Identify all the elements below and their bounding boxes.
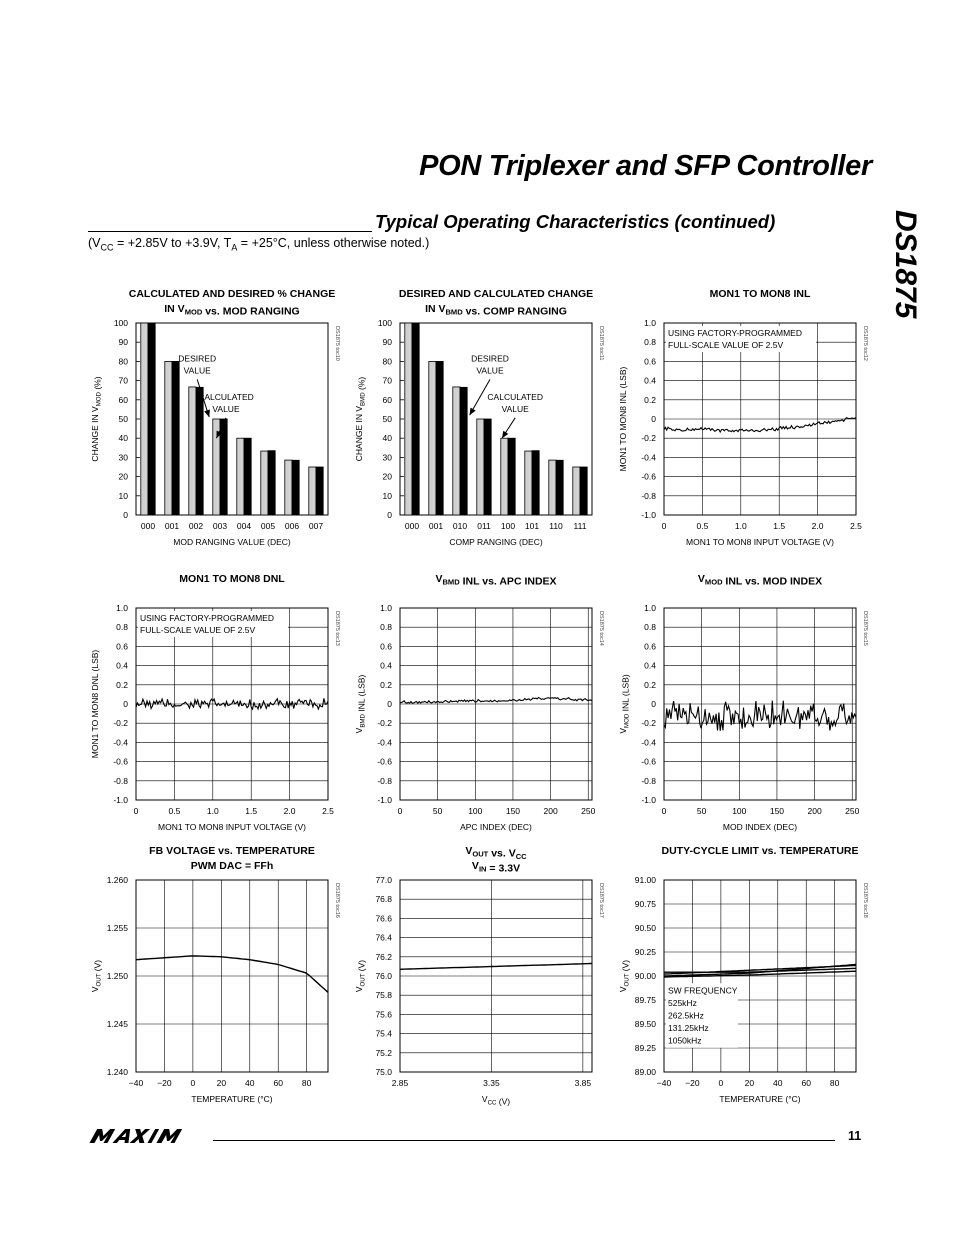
bar bbox=[148, 323, 155, 515]
x-axis-label: MOD RANGING VALUE (DEC) bbox=[173, 537, 291, 547]
y-tick-label: 0.4 bbox=[644, 660, 656, 671]
y-tick-label: 76.4 bbox=[375, 932, 392, 943]
y-tick-label: 60 bbox=[118, 394, 128, 405]
bar bbox=[285, 460, 292, 515]
annotation-label: VALUE bbox=[501, 403, 529, 414]
y-tick-label: 89.50 bbox=[634, 1019, 656, 1029]
x-tick-label: 005 bbox=[260, 521, 276, 531]
bar bbox=[292, 460, 299, 515]
note-text: USING FACTORY-PROGRAMMED bbox=[140, 613, 274, 623]
y-axis-label: CHANGE IN $V_{MOD}$ (%) bbox=[90, 376, 103, 462]
x-tick-label: 001 bbox=[164, 521, 180, 531]
y-tick-label: 40 bbox=[118, 433, 128, 444]
y-tick-label: 50 bbox=[382, 414, 392, 424]
bar bbox=[508, 438, 515, 515]
maxim-logo bbox=[88, 1126, 200, 1146]
annotation-label: DESIRED bbox=[471, 353, 509, 364]
x-tick-label: −40 bbox=[656, 1078, 672, 1088]
bar bbox=[477, 419, 484, 515]
arrow-head bbox=[502, 431, 508, 439]
chart-title: DESIRED AND CALCULATED CHANGE bbox=[398, 288, 594, 300]
x-tick-label: −40 bbox=[128, 1078, 144, 1088]
x-tick-label: 3.35 bbox=[483, 1078, 500, 1088]
x-tick-label: 110 bbox=[549, 521, 563, 531]
y-tick-label: 77.0 bbox=[375, 875, 392, 885]
y-tick-label: 75.0 bbox=[375, 1067, 392, 1077]
x-tick-label: 250 bbox=[581, 806, 596, 816]
note-text: 525kHz bbox=[668, 997, 697, 1008]
note-text: 262.5kHz bbox=[668, 1010, 704, 1021]
y-tick-label: 0.8 bbox=[644, 622, 656, 633]
y-tick-label: 0.6 bbox=[644, 356, 656, 367]
y-tick-label: 90 bbox=[382, 337, 392, 348]
bar bbox=[405, 323, 412, 515]
x-tick-label: 100 bbox=[468, 806, 483, 816]
chart-title: $V_{OUT}$ vs. $V_{CC}$ bbox=[465, 845, 527, 861]
y-tick-label: 76.8 bbox=[375, 894, 392, 905]
y-tick-label: 0.8 bbox=[116, 622, 128, 633]
page-number: 11 bbox=[848, 1129, 862, 1143]
y-axis-label: MON1 TO MON8 DNL (LSB) bbox=[90, 649, 100, 759]
x-tick-label: 50 bbox=[432, 806, 443, 816]
y-tick-label: 70 bbox=[382, 375, 392, 386]
annotation-label: CALCULATED bbox=[198, 391, 254, 402]
y-tick-label: 1.245 bbox=[106, 1019, 128, 1029]
y-tick-label: 1.0 bbox=[644, 318, 656, 328]
y-tick-label: -0.6 bbox=[113, 756, 128, 767]
chart-title: $V_{BMD}$ INL vs. APC INDEX bbox=[435, 573, 557, 588]
y-tick-label: 20 bbox=[118, 471, 128, 482]
y-tick-label: 100 bbox=[377, 318, 392, 328]
y-tick-label: 0.8 bbox=[644, 337, 656, 348]
chart-mon-dnl bbox=[84, 568, 342, 832]
y-tick-label: -0.8 bbox=[641, 490, 656, 501]
x-axis-label: COMP RANGING (DEC) bbox=[449, 537, 543, 547]
arrow-head bbox=[470, 408, 476, 416]
y-tick-label: 90.00 bbox=[634, 971, 656, 981]
bar bbox=[429, 361, 436, 515]
chart-title: FB VOLTAGE vs. TEMPERATURE bbox=[149, 845, 315, 857]
y-tick-label: 89.75 bbox=[634, 995, 656, 1005]
chart-title: IN $V_{MOD}$ vs. MOD RANGING bbox=[164, 303, 300, 318]
arrow-head bbox=[204, 409, 210, 417]
x-axis-label: APC INDEX (DEC) bbox=[460, 822, 532, 832]
x-tick-label: 150 bbox=[505, 806, 521, 816]
x-tick-label: 1.5 bbox=[245, 806, 258, 816]
chart-mon-inl bbox=[612, 283, 870, 555]
y-tick-label: -0.8 bbox=[377, 775, 392, 786]
x-tick-label: 1.0 bbox=[206, 806, 219, 816]
y-tick-label: 80 bbox=[118, 356, 128, 367]
bar bbox=[501, 438, 508, 515]
figure-code: DS1875 toc16 bbox=[334, 883, 340, 918]
chart-title: CALCULATED AND DESIRED % CHANGE bbox=[128, 288, 336, 300]
figure-code: DS1875 toc14 bbox=[598, 611, 604, 646]
part-number: DS1875 bbox=[889, 210, 922, 319]
x-tick-label: 111 bbox=[573, 521, 587, 531]
y-tick-label: 80 bbox=[382, 356, 392, 367]
x-tick-label: 2.0 bbox=[811, 521, 824, 531]
y-tick-label: -0.2 bbox=[641, 718, 656, 729]
x-tick-label: 100 bbox=[500, 521, 516, 531]
y-tick-label: 40 bbox=[382, 433, 392, 444]
x-tick-label: 3.85 bbox=[574, 1078, 592, 1088]
x-tick-label: 004 bbox=[236, 521, 252, 531]
y-tick-label: 100 bbox=[113, 318, 128, 328]
y-tick-label: 0.2 bbox=[116, 679, 128, 690]
bar bbox=[460, 387, 467, 515]
annotation-label: VALUE bbox=[476, 365, 504, 376]
x-tick-label: 2.85 bbox=[391, 1078, 409, 1088]
y-axis-label: $V_{OUT}$ (V) bbox=[90, 959, 103, 993]
chart-title: MON1 TO MON8 DNL bbox=[179, 573, 285, 585]
y-tick-label: 1.0 bbox=[116, 603, 128, 613]
y-tick-label: 90.50 bbox=[634, 923, 656, 933]
y-tick-label: -0.2 bbox=[377, 718, 392, 729]
x-tick-label: 001 bbox=[428, 521, 444, 531]
bar bbox=[165, 361, 172, 515]
chart-vbmd-inl bbox=[348, 568, 606, 832]
chart-vmod-change bbox=[84, 283, 342, 555]
x-tick-label: 0 bbox=[397, 806, 403, 816]
y-tick-label: -1.0 bbox=[377, 795, 392, 805]
bar bbox=[196, 387, 203, 515]
chart-title: PWM DAC = FFh bbox=[190, 860, 274, 872]
y-tick-label: -0.4 bbox=[113, 737, 128, 748]
y-tick-label: 0.6 bbox=[116, 641, 128, 652]
x-tick-label: 60 bbox=[801, 1078, 811, 1088]
y-tick-label: 50 bbox=[118, 414, 128, 424]
footer-rule bbox=[213, 1140, 835, 1141]
y-axis-label: $V_{OUT}$ (V) bbox=[618, 959, 631, 993]
part-number-tab bbox=[860, 210, 940, 340]
x-tick-label: 0 bbox=[661, 806, 667, 816]
y-tick-label: -1.0 bbox=[641, 795, 656, 805]
y-tick-label: -0.8 bbox=[641, 775, 656, 786]
y-tick-label: 0 bbox=[387, 510, 392, 520]
y-tick-label: 75.2 bbox=[375, 1047, 392, 1058]
x-axis-label: MON1 TO MON8 INPUT VOLTAGE (V) bbox=[686, 537, 834, 547]
note-text: 1050kHz bbox=[668, 1035, 702, 1046]
note-text: FULL-SCALE VALUE OF 2.5V bbox=[140, 625, 256, 635]
bar bbox=[244, 438, 251, 515]
y-tick-label: 0.4 bbox=[380, 660, 392, 671]
y-tick-label: 0.2 bbox=[380, 679, 392, 690]
section-rule bbox=[88, 231, 372, 232]
annotation-label: VALUE bbox=[183, 365, 211, 376]
y-tick-label: -0.2 bbox=[113, 718, 128, 729]
y-tick-label: -0.6 bbox=[641, 756, 656, 767]
bar bbox=[309, 467, 316, 515]
bar bbox=[237, 438, 244, 515]
y-tick-label: 1.0 bbox=[644, 603, 656, 613]
y-tick-label: 76.6 bbox=[375, 913, 392, 924]
x-tick-label: 002 bbox=[188, 521, 204, 531]
bar bbox=[172, 361, 179, 515]
x-tick-label: 003 bbox=[212, 521, 228, 531]
series-line bbox=[136, 956, 328, 992]
y-tick-label: 30 bbox=[382, 452, 392, 463]
section-title: Typical Operating Characteristics (continued) bbox=[375, 211, 776, 232]
y-tick-label: 60 bbox=[382, 394, 392, 405]
bar bbox=[412, 323, 419, 515]
y-tick-label: 0 bbox=[651, 699, 656, 709]
bar bbox=[532, 451, 539, 515]
annotation-label: DESIRED bbox=[178, 353, 217, 364]
x-tick-label: 0 bbox=[133, 806, 139, 816]
x-tick-label: 1.5 bbox=[773, 521, 786, 531]
y-tick-label: 0 bbox=[387, 699, 392, 709]
y-tick-label: -0.4 bbox=[641, 452, 656, 463]
y-tick-label: -0.2 bbox=[641, 433, 656, 444]
y-tick-label: -1.0 bbox=[113, 795, 128, 805]
x-tick-label: 200 bbox=[543, 806, 558, 816]
y-tick-label: 1.255 bbox=[106, 923, 128, 933]
y-tick-label: 20 bbox=[382, 471, 392, 482]
y-tick-label: 1.250 bbox=[106, 971, 128, 981]
x-tick-label: 000 bbox=[140, 521, 156, 531]
x-tick-label: 2.0 bbox=[283, 806, 296, 816]
annotation-label: VALUE bbox=[212, 403, 240, 414]
y-tick-label: -0.4 bbox=[641, 737, 656, 748]
x-tick-label: 011 bbox=[477, 521, 491, 531]
note-text: USING FACTORY-PROGRAMMED bbox=[668, 328, 802, 338]
x-tick-label: 80 bbox=[301, 1078, 312, 1088]
bar bbox=[549, 460, 556, 515]
page-title: PON Triplexer and SFP Controller bbox=[419, 150, 872, 182]
y-tick-label: -0.8 bbox=[113, 775, 128, 786]
x-tick-label: 0.5 bbox=[168, 806, 181, 816]
y-tick-label: 0.2 bbox=[644, 679, 656, 690]
figure-code: DS1875 toc10 bbox=[334, 326, 340, 361]
x-axis-label: MON1 TO MON8 INPUT VOLTAGE (V) bbox=[158, 822, 306, 832]
y-tick-label: 90 bbox=[118, 337, 128, 348]
x-tick-label: 2.5 bbox=[850, 521, 862, 531]
x-tick-label: 000 bbox=[404, 521, 420, 531]
y-tick-label: -0.6 bbox=[377, 756, 392, 767]
y-tick-label: 0 bbox=[651, 414, 656, 424]
series-line bbox=[400, 698, 592, 704]
y-tick-label: 1.240 bbox=[106, 1067, 128, 1077]
y-axis-label: $V_{BMD}$ INL (LSB) bbox=[354, 674, 367, 734]
bar bbox=[268, 451, 275, 515]
bar bbox=[525, 451, 532, 515]
x-tick-label: 40 bbox=[773, 1078, 783, 1088]
y-tick-label: 1.260 bbox=[106, 875, 128, 885]
y-tick-label: 75.6 bbox=[375, 1009, 392, 1020]
annotation-label: CALCULATED bbox=[487, 391, 543, 402]
x-tick-label: 101 bbox=[524, 521, 540, 531]
x-tick-label: 20 bbox=[216, 1078, 227, 1088]
x-tick-label: 0 bbox=[718, 1078, 724, 1088]
bar bbox=[189, 387, 196, 515]
y-tick-label: 0.8 bbox=[380, 622, 392, 633]
x-tick-label: 200 bbox=[807, 806, 822, 816]
y-tick-label: -0.6 bbox=[641, 471, 656, 482]
x-tick-label: 20 bbox=[744, 1078, 755, 1088]
y-axis-label: MON1 TO MON8 INL (LSB) bbox=[618, 366, 628, 472]
figure-code: DS1875 toc15 bbox=[862, 611, 868, 646]
y-tick-label: 0 bbox=[123, 699, 128, 709]
bar bbox=[556, 460, 563, 515]
bar bbox=[484, 419, 491, 515]
x-tick-label: −20 bbox=[157, 1078, 172, 1088]
y-tick-label: 76.2 bbox=[375, 951, 392, 962]
chart-vbmd-change bbox=[348, 283, 606, 555]
x-tick-label: 150 bbox=[769, 806, 785, 816]
chart-fb-voltage bbox=[84, 840, 342, 1112]
figure-code: DS1875 toc12 bbox=[862, 326, 868, 361]
bar bbox=[261, 451, 268, 515]
test-conditions: ($V_{CC} = +2.85V$ to +3.9V, $T_A = +25^\circ C$, unless otherwise noted.) bbox=[88, 236, 430, 253]
y-tick-label: 1.0 bbox=[380, 603, 392, 613]
bar bbox=[316, 467, 323, 515]
chart-title: MON1 TO MON8 INL bbox=[709, 288, 811, 300]
x-tick-label: 80 bbox=[829, 1078, 840, 1088]
y-axis-label: $V_{OUT}$ (V) bbox=[354, 959, 367, 993]
y-tick-label: 89.25 bbox=[634, 1043, 656, 1053]
y-tick-label: 30 bbox=[118, 452, 128, 463]
x-tick-label: 006 bbox=[284, 521, 300, 531]
series-line bbox=[400, 964, 592, 970]
x-tick-label: 50 bbox=[696, 806, 707, 816]
note-text: 131.25kHz bbox=[668, 1022, 709, 1033]
bar bbox=[580, 467, 587, 515]
y-axis-label: $V_{MOD}$ INL (LSB) bbox=[618, 674, 631, 734]
series-line bbox=[664, 418, 856, 432]
bar bbox=[453, 387, 460, 515]
x-axis-label: TEMPERATURE (°C) bbox=[719, 1094, 801, 1104]
x-tick-label: 0 bbox=[190, 1078, 196, 1088]
x-tick-label: 0.5 bbox=[696, 521, 709, 531]
note-text: FULL-SCALE VALUE OF 2.5V bbox=[668, 340, 784, 350]
chart-duty-cycle bbox=[612, 840, 870, 1112]
bar bbox=[573, 467, 580, 515]
y-tick-label: 75.8 bbox=[375, 990, 392, 1001]
y-tick-label: 90.75 bbox=[634, 899, 656, 909]
x-tick-label: 250 bbox=[845, 806, 860, 816]
chart-title: DUTY-CYCLE LIMIT vs. TEMPERATURE bbox=[661, 845, 859, 857]
y-tick-label: 75.4 bbox=[375, 1028, 392, 1039]
figure-code: DS1875 toc13 bbox=[334, 611, 340, 646]
chart-vmod-inl bbox=[612, 568, 870, 832]
chart-title: IN $V_{BMD}$ vs. COMP RANGING bbox=[425, 303, 567, 318]
x-tick-label: 2.5 bbox=[322, 806, 334, 816]
x-tick-label: 010 bbox=[452, 521, 468, 531]
y-tick-label: 70 bbox=[118, 375, 128, 386]
y-tick-label: 90.25 bbox=[634, 947, 656, 957]
figure-code: DS1875 toc11 bbox=[598, 326, 604, 361]
figure-code: DS1875 toc17 bbox=[598, 883, 604, 918]
series-line bbox=[664, 701, 856, 731]
x-tick-label: 100 bbox=[732, 806, 747, 816]
y-axis-label: CHANGE IN $V_{BMD}$ (%) bbox=[354, 376, 367, 462]
chart-title: $V_{MOD}$ INL vs. MOD INDEX bbox=[697, 573, 823, 588]
y-tick-label: 89.00 bbox=[634, 1067, 656, 1077]
chart-vout-vcc bbox=[348, 840, 606, 1112]
note-text: SW FREQUENCY bbox=[668, 985, 738, 996]
y-tick-label: 0.6 bbox=[644, 641, 656, 652]
y-tick-label: 0.4 bbox=[644, 375, 656, 386]
y-tick-label: 10 bbox=[382, 490, 392, 501]
x-tick-label: 40 bbox=[245, 1078, 255, 1088]
x-axis-label: MOD INDEX (DEC) bbox=[722, 822, 798, 832]
y-tick-label: 0.6 bbox=[380, 641, 392, 652]
x-tick-label: −20 bbox=[685, 1078, 700, 1088]
y-tick-label: 10 bbox=[118, 490, 128, 501]
x-tick-label: 1.0 bbox=[734, 521, 747, 531]
y-tick-label: -1.0 bbox=[641, 510, 656, 520]
figure-code: DS1875 toc18 bbox=[862, 883, 868, 918]
x-axis-label: TEMPERATURE (°C) bbox=[191, 1094, 273, 1104]
bar bbox=[436, 361, 443, 515]
y-tick-label: 0.4 bbox=[116, 660, 128, 671]
y-tick-label: 76.0 bbox=[375, 971, 392, 981]
x-tick-label: 60 bbox=[273, 1078, 283, 1088]
y-tick-label: 91.00 bbox=[634, 875, 656, 885]
x-axis-label: $V_{CC}$ (V) bbox=[481, 1094, 511, 1107]
y-tick-label: 0 bbox=[123, 510, 128, 520]
y-tick-label: 0.2 bbox=[644, 394, 656, 405]
x-tick-label: 007 bbox=[308, 521, 324, 531]
bar bbox=[141, 323, 148, 515]
x-tick-label: 0 bbox=[661, 521, 667, 531]
y-tick-label: -0.4 bbox=[377, 737, 392, 748]
chart-title: $V_{IN} = 3.3V$ bbox=[471, 860, 521, 875]
